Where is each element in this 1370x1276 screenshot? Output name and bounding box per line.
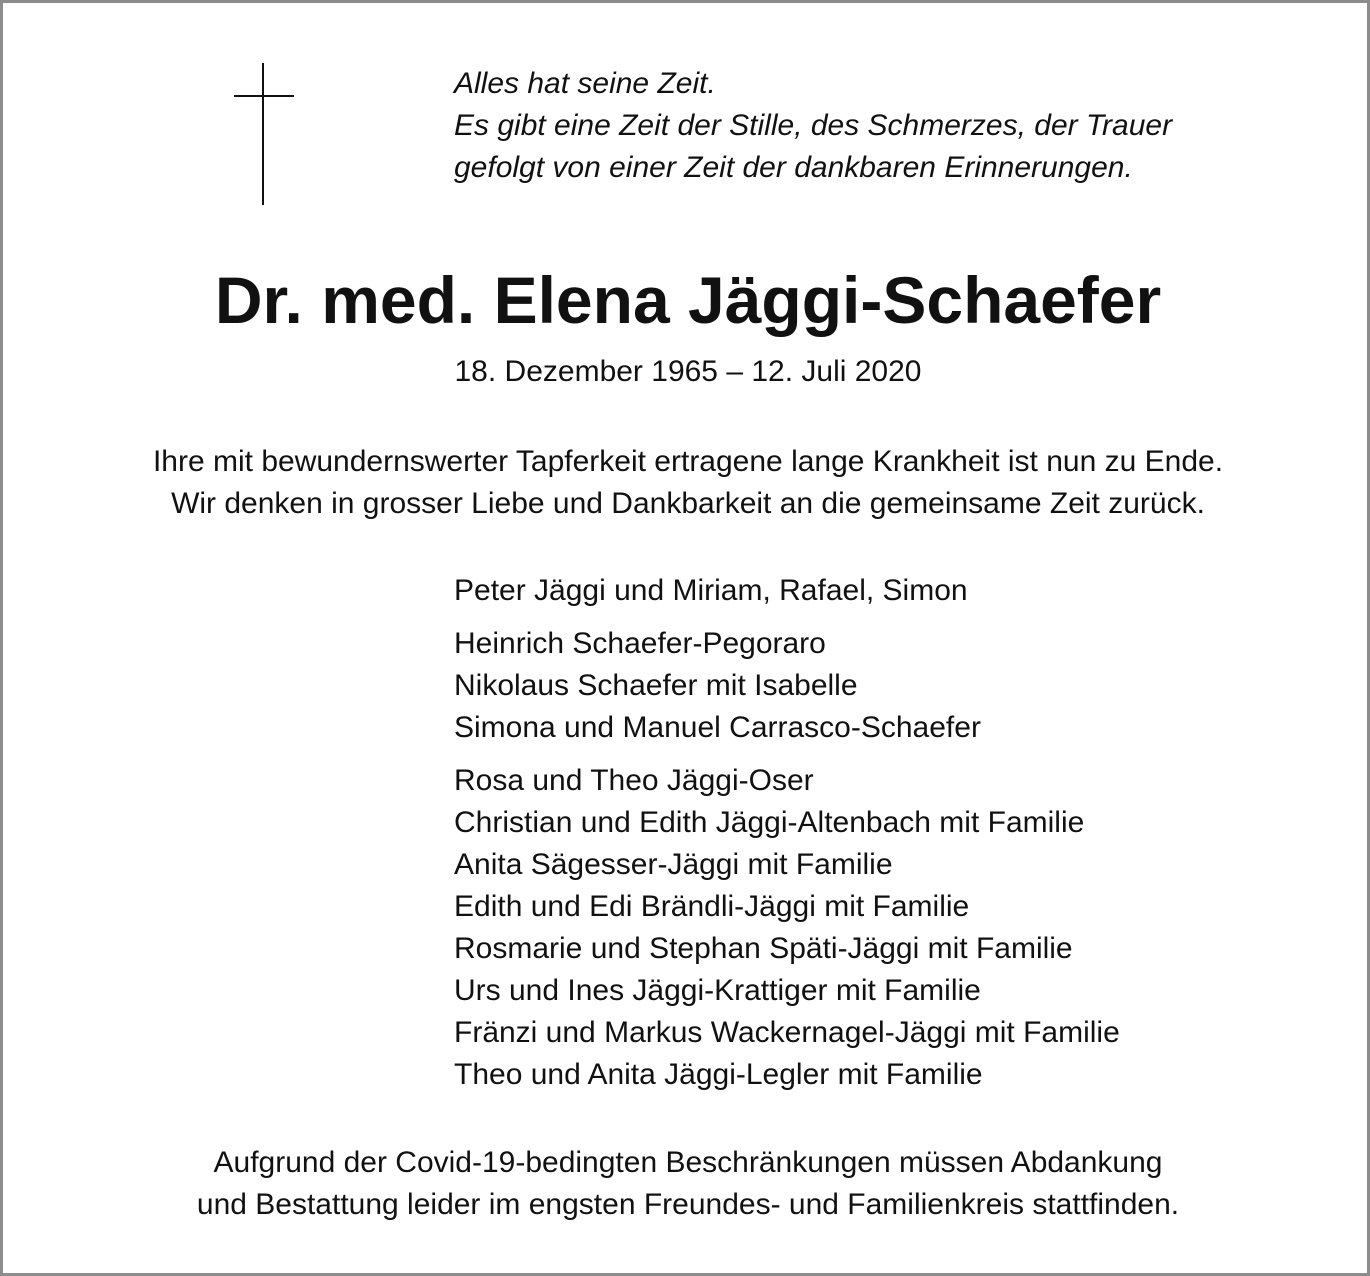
- farewell-message: [3, 441, 1370, 525]
- message-line: Wir denken in grosser Liebe und Dankbarkeit an die gemeinsame Zeit zurück.: [171, 487, 1205, 520]
- mourner-entry: Peter Jäggi und Miriam, Rafael, Simon: [454, 574, 968, 607]
- mourner-entry: Nikolaus Schaefer mit Isabelle: [454, 669, 858, 702]
- mourner-entry: Anita Sägesser-Jäggi mit Familie: [454, 848, 893, 881]
- message-line: Ihre mit bewundernswerter Tapferkeit ertragene lange Krankheit ist nun zu Ende.: [152, 445, 1224, 478]
- notice-line: und Bestattung leider im engsten Freundes- und Familienkreis stattfinden.: [196, 1188, 1180, 1221]
- cross-icon: [234, 63, 294, 205]
- mourner-entry: Theo und Anita Jäggi-Legler mit Familie: [454, 1058, 983, 1091]
- mourner-group: [454, 570, 1354, 612]
- funeral-notice: [3, 1142, 1370, 1226]
- mourner-group: [454, 623, 1354, 749]
- mourner-entry: Fränzi und Markus Wackernagel-Jäggi mit Familie: [454, 1016, 1120, 1049]
- motto-line: Es gibt eine Zeit der Stille, des Schmerzes, der Trauer: [454, 109, 1173, 142]
- mourners-list: [454, 570, 1354, 1096]
- mourner-entry: Edith und Edi Brändli-Jäggi mit Familie: [454, 890, 970, 923]
- mourner-group: [454, 760, 1354, 1096]
- mourner-entry: Rosmarie und Stephan Späti-Jäggi mit Familie: [454, 932, 1073, 965]
- motto-quote: [454, 63, 1354, 189]
- notice-line: Aufgrund der Covid-19-bedingten Beschränkungen müssen Abdankung: [213, 1146, 1163, 1179]
- cross-vertical-bar: [262, 63, 264, 205]
- cross-horizontal-bar: [234, 95, 294, 97]
- deceased-name: Dr. med. Elena Jäggi-Schaefer: [214, 263, 1162, 337]
- mourner-entry: Urs und Ines Jäggi-Krattiger mit Familie: [454, 974, 981, 1007]
- life-dates: 18. Dezember 1965 – 12. Juli 2020: [454, 355, 922, 388]
- motto-line: Alles hat seine Zeit.: [454, 67, 716, 100]
- mourner-entry: Simona und Manuel Carrasco-Schaefer: [454, 711, 981, 744]
- mourner-entry: Heinrich Schaefer-Pegoraro: [454, 627, 826, 660]
- mourner-entry: Christian und Edith Jäggi-Altenbach mit Familie: [454, 806, 1085, 839]
- mourner-entry: Rosa und Theo Jäggi-Oser: [454, 764, 814, 797]
- motto-line: gefolgt von einer Zeit der dankbaren Erinnerungen.: [454, 151, 1133, 184]
